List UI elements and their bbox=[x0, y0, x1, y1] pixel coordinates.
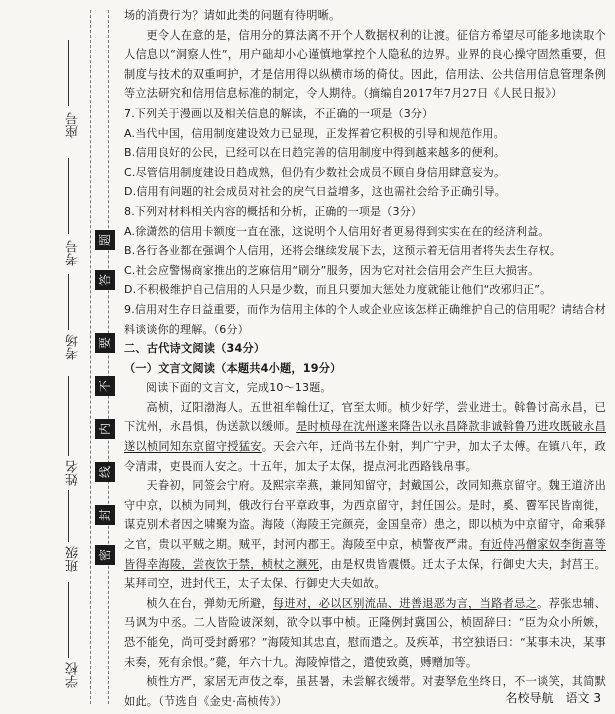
subtitle-prefix: （一） bbox=[124, 361, 159, 375]
question-8-option-d: D.不积极维护自己信用的人只是少数，而且只要加大惩处力度就能让他们“改邪归正”。 bbox=[124, 283, 552, 297]
question-8-option-b: B.各行各业都在强调个人信用，还将会继续发展下去，这预示着无信用者将失去生存权。 bbox=[124, 244, 562, 258]
label-exam-number: 考号 bbox=[66, 240, 81, 266]
seal-char: 封 bbox=[95, 505, 115, 525]
article-paragraph: 更令人在意的是，信用分的算法离不开个人数据权利的让渡。征信方希望尽可能多地读取个人信息以“洞察人性”，用户础却小心谨慎地掌控个人隐私的边界。业界的良心操守固然重要，但制度与技术的双重呵护，才是信用得以纵横市场的倚仗。因此，信用法、公共信用信息管理条例等立法研究和信用信息标准的制定，令人期待。（摘编自2017年7月27日《人民日报》） bbox=[124, 28, 606, 101]
exam-room-blank-line bbox=[68, 274, 69, 330]
question-7-option-b: B.信用良好的公民，已经可以在日趋完善的信用制度中得到越来越多的便利。 bbox=[124, 146, 506, 160]
label-name: 姓名 bbox=[66, 460, 81, 486]
question-9-stem: 9.信用对生存日益重要，而作为信用主体的个人或企业应该怎样正确维护自己的信用呢？请结合材料谈谈你的理解。（6分） bbox=[124, 302, 606, 336]
seal-char: 答 bbox=[95, 270, 115, 290]
passage-text: 天眷初，同签会宁府。及熙宗幸燕，兼同知留守，封戴国公，改同知燕京留守。魏王道济出守中京，以桢为同判，俄改行台平章政事，为西京留守，封任国公。是时，奚、霫军民皆南徙，谋克别术者因之啸聚为盗。海陵（海陵王完颜亮，金国皇帝）患之，即以桢为中京留守，命乘驿之官，贵以平贼之期。贼平，封河内郡王。海陵至中京，桢警夜严肃。 bbox=[124, 479, 606, 552]
passage-underlined-sentence: 是时桢母在沈州遂来降告以永昌降款非诚斡鲁乃进攻既破永昌遂以桢同知东京留守授猛安 bbox=[124, 420, 606, 454]
passage-underlined-sentence: 每进对，必以区别流品、进善退恶为言，当路者忌之 bbox=[272, 596, 538, 610]
question-7-option-d: D.信用有问题的社会成员对社会的戾气日益增多，这也需社会给予正确引导。 bbox=[124, 185, 506, 199]
intro-tail-text: 场的消费行为？请如此类的问题有待明晰。 bbox=[124, 9, 341, 22]
question-7-option-c: C.尽管信用制度建设日趋成熟，但仍有少数社会成员不顾自身信用肆意妄为。 bbox=[124, 165, 506, 179]
class-blank-line bbox=[68, 490, 69, 542]
exam-content bbox=[124, 6, 606, 711]
label-school: 学校 bbox=[66, 662, 81, 688]
binding-dash-line-inner bbox=[108, 10, 109, 704]
passage-text: 。天会六年，迁尚书左仆射，判广宁尹，加太子太傅。在镇八年，政令清肃，吏畏而人安之。十五年，加太子太保，提点河北西路钱帛事。 bbox=[124, 440, 606, 473]
passage-text: 桢久在台，弹劾无所避， bbox=[146, 596, 273, 610]
label-class: 班级 bbox=[66, 546, 81, 572]
seal-char: 密 bbox=[95, 545, 115, 565]
seal-char: 线 bbox=[95, 462, 115, 482]
label-exam-room: 考场 bbox=[66, 334, 81, 360]
passage-text: ，由是权贵皆震慑。迁太子太保，行御史大夫，封莒王。某拜司空，进封代王，太子太保、行御史大夫如故。 bbox=[124, 557, 606, 591]
seal-char: 不 bbox=[95, 376, 115, 396]
school-blank-line bbox=[68, 582, 69, 658]
passage-paragraph-3 bbox=[124, 594, 606, 672]
question-7-option-a: A.当代中国，信用制度建设效力已显现，正发挥着它积极的引导和规范作用。 bbox=[124, 126, 505, 140]
seal-char: 要 bbox=[95, 333, 115, 353]
reading-instruction: 阅读下面的文言文，完成10～13题。 bbox=[146, 381, 332, 395]
question-8-option-c: C.社会应警惕商家推出的芝麻信用“刷分”服务，因为它对社会信用会产生巨大损害。 bbox=[124, 263, 540, 277]
seal-char: 内 bbox=[95, 419, 115, 439]
passage-paragraph-1 bbox=[124, 398, 606, 476]
passage-underlined-sentence: 有近侍冯僧家奴李街喜等皆得幸海陵，尝夜饮于禁，桢杖之濒死 bbox=[124, 538, 606, 571]
question-8-stem: 8.下列对材料相关内容的概括和分析，正确的一项是（3分） bbox=[124, 204, 423, 218]
question-8-option-a: A.徐潇然的信用卡额度一直在涨，这说明个人信用好者更易得到实实在在的经济利益。 bbox=[124, 224, 550, 238]
section-2-title: 二、古代诗文阅读（34分） bbox=[124, 342, 266, 356]
binding-strip bbox=[0, 0, 118, 714]
section-2-subtitle bbox=[124, 359, 606, 379]
seat-blank-line bbox=[68, 40, 69, 106]
label-seat: 座号 bbox=[66, 112, 81, 138]
passage-text: 高桢，辽阳渤海人。五世祖牟翰仕辽，官至太师。桢少好学，尝业进士。斡鲁讨高永昌，已下沈州，永昌惧，伪送款以缓师。 bbox=[124, 400, 606, 434]
passage-text: 。荐张忠辅、马讽为中丞。二人皆险诐深刻，欲令以事中桢。正隆例封冀国公，桢固辞曰：“臣为众小所嫉，恐不能免，尚可受封爵邪？”海陵知其忠直，慰而遣之。及疾革，书空独语曰：“某事未决，某事未奏，死有余恨。”薨，年六十九。海陵悼惜之，遣使致奠，赙赠加等。 bbox=[124, 596, 606, 669]
binding-dash-line-outer bbox=[90, 10, 91, 704]
subtitle-text: 文言文阅读（本题共4小题，19分） bbox=[158, 361, 342, 375]
passage-paragraph-2 bbox=[124, 476, 606, 594]
name-blank-line bbox=[68, 376, 69, 456]
passage-paragraph-4: 桢性方严，家居无声伎之奉，虽甚暑，未尝解衣缓带。对妻孥危坐终日，不一谈笑，其简默如此。（节选自《金史·高桢传》） bbox=[124, 675, 606, 708]
exam-number-blank-line bbox=[68, 158, 69, 234]
question-7-stem: 7.下列关于漫画以及相关信息的解读，不正确的一项是（3分） bbox=[124, 106, 434, 120]
seal-char: 题 bbox=[95, 230, 115, 250]
page-footer: 名校导航 语文 3 bbox=[505, 691, 601, 705]
